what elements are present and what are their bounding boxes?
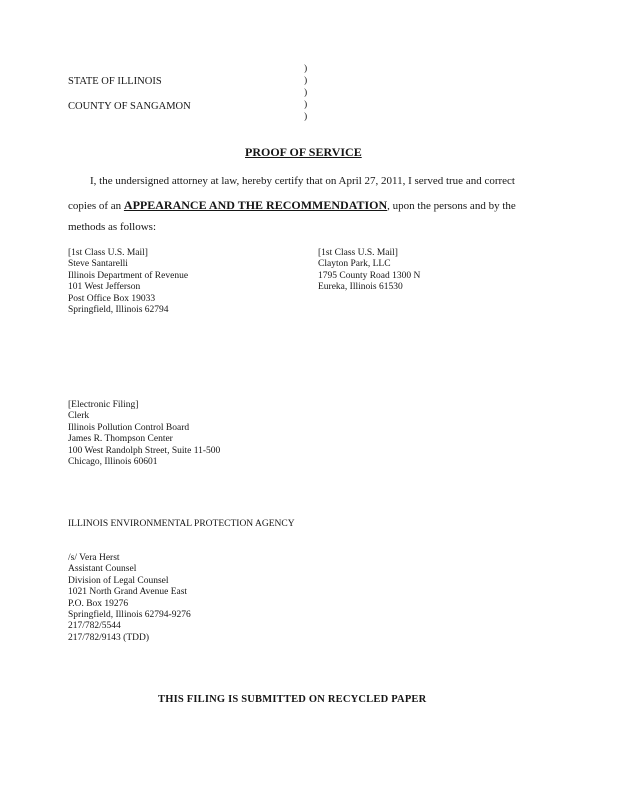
signature-block: /s/ Vera Herst Assistant Counsel Division of Legal Counsel 1021 North Grand Avenue East P.O. Box 19276 Springfield, Illinois 62794-9276 217/782/5544 217/782/9143 (TDD) — [68, 553, 191, 643]
caption-state: STATE OF ILLINOIS — [68, 76, 162, 87]
caption-parentheses: ) ) ) ) ) — [304, 64, 308, 122]
body-line-3: methods as follows: — [68, 221, 156, 233]
electronic-filing-address: [Electronic Filing] Clerk Illinois Pollution Control Board James R. Thompson Center 100 West Randolph Street, Suite 11-500 Chicago, Illinois 60601 — [68, 400, 221, 468]
agency-name: ILLINOIS ENVIRONMENTAL PROTECTION AGENCY — [68, 519, 295, 529]
body-line-1: I, the undersigned attorney at law, hereby certify that on April 27, 2011, I served true and correct — [90, 175, 515, 187]
service-address-left: [1st Class U.S. Mail] Steve Santarelli Illinois Department of Revenue 101 West Jefferson Post Office Box 19033 Springfield, Illinois 62794 — [68, 248, 189, 316]
page-title: PROOF OF SERVICE — [245, 145, 362, 159]
body-line-2: copies of an APPEARANCE AND THE RECOMMENDATION, upon the persons and by the — [68, 198, 516, 212]
document-title: APPEARANCE AND THE RECOMMENDATION — [123, 198, 388, 212]
caption-county: COUNTY OF SANGAMON — [68, 101, 191, 112]
recycled-paper-notice: THIS FILING IS SUBMITTED ON RECYCLED PAPER — [158, 694, 427, 705]
service-address-right: [1st Class U.S. Mail] Clayton Park, LLC 1795 County Road 1300 N Eureka, Illinois 61530 — [318, 248, 421, 293]
